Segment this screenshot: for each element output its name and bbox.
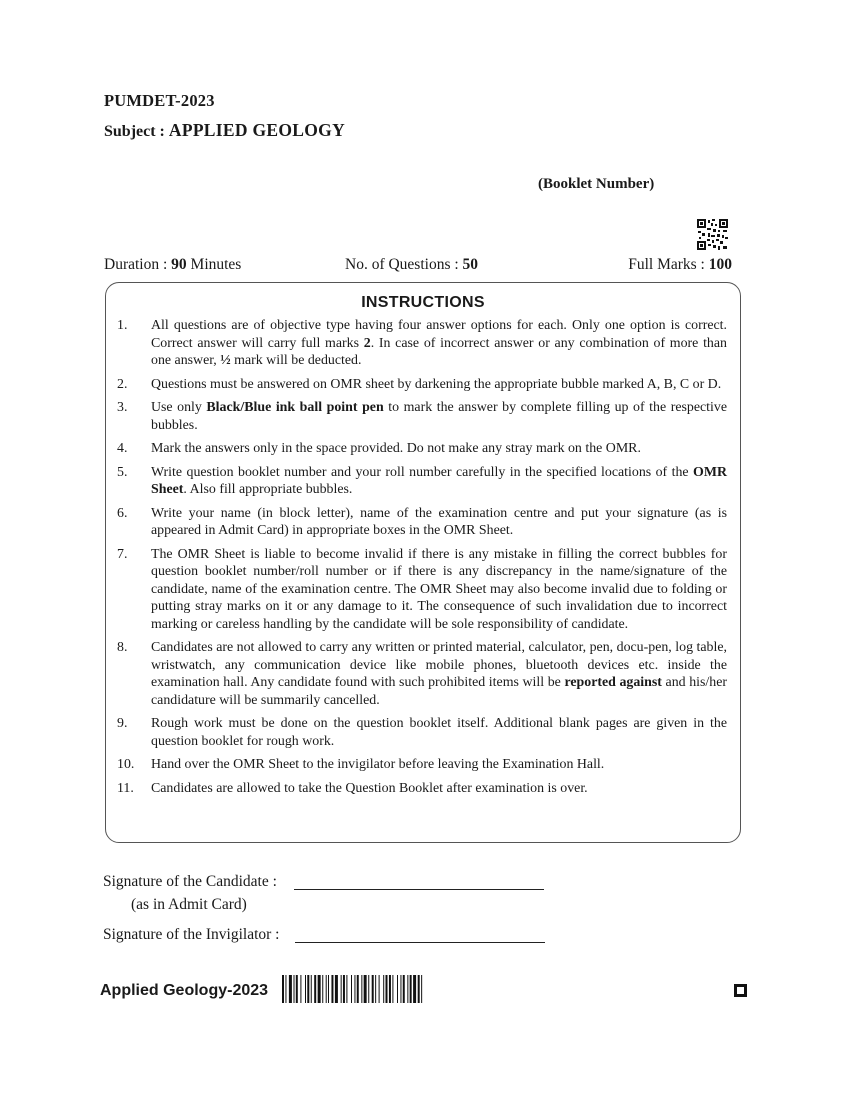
barcode-bar — [389, 975, 391, 1003]
instruction-number: 4. — [117, 441, 128, 456]
questions-label: No. of Questions : — [345, 256, 459, 273]
barcode-icon — [282, 975, 516, 1003]
instruction-text: Hand over the OMR Sheet to the invigilator before leaving the Examination Hall. — [151, 757, 605, 772]
candidate-signature-note: (as in Admit Card) — [131, 896, 247, 913]
instruction-number: 10. — [117, 757, 135, 772]
barcode-bar — [296, 975, 298, 1003]
question-count — [345, 256, 478, 274]
duration-value: 90 — [171, 256, 187, 273]
barcode-bar — [305, 975, 306, 1003]
barcode-bar — [400, 975, 401, 1003]
barcode-bar — [354, 975, 355, 1003]
corner-square-icon — [734, 984, 747, 997]
instruction-text: All questions are of objective type having four answer options for each. Only one option is correct. Correct answer will carry full marks 2. In case of incorrect answer or any combination of more than one answer, ½ mark will be deducted. — [151, 318, 727, 368]
instruction-text: Write question booklet number and your roll number carefully in the specified locations of the OMR Sheet. Also fill appropriate bubbles. — [151, 464, 727, 497]
barcode-bar — [351, 975, 352, 1003]
instruction-item — [117, 715, 727, 750]
barcode-bar — [361, 975, 362, 1003]
exam-code: PUMDET-2023 — [104, 91, 215, 110]
booklet-number-label: (Booklet Number) — [538, 176, 655, 192]
instruction-item — [117, 505, 727, 540]
instruction-item — [117, 440, 727, 458]
barcode-bar — [418, 975, 420, 1003]
instruction-item — [117, 756, 727, 774]
candidate-signature-label: Signature of the Candidate : — [103, 873, 277, 890]
instructions-list — [117, 317, 727, 803]
qr-code-icon — [697, 219, 728, 250]
instruction-item — [117, 639, 727, 709]
instruction-item — [117, 399, 727, 434]
instruction-item — [117, 317, 727, 370]
subject-value: APPLIED GEOLOGY — [168, 120, 346, 140]
barcode-bar — [379, 975, 380, 1003]
instruction-item — [117, 376, 727, 394]
barcode-bar — [407, 975, 408, 1003]
instruction-text: The OMR Sheet is liable to become invalid if there is any mistake in filling the correct bubbles for question booklet number/roll number or if there is any discrepancy in the name/signature of the candidate, name of the examination centre. The OMR Sheet may also become invalid due to folding or putting stray marks on it or any damage to it. The consequence of such invalidation due to incorrect marking or careless handling by the candidate will be sole responsibility of candidate. — [151, 546, 727, 632]
barcode-bar — [311, 975, 312, 1003]
instruction-text: Use only Black/Blue ink ball point pen to mark the answer by complete filling up of the respective bubbles. — [151, 400, 728, 433]
barcode-bar — [375, 975, 376, 1003]
instruction-number: 6. — [117, 505, 128, 521]
marks-label: Full Marks : — [628, 256, 705, 273]
instruction-number: 7. — [117, 546, 128, 562]
barcode-bar — [403, 975, 405, 1003]
instruction-text: Candidates are allowed to take the Question Booklet after examination is over. — [151, 780, 588, 796]
barcode-bar — [341, 975, 342, 1003]
instruction-text: Mark the answers only in the space provided. Do not make any stray mark on the OMR. — [151, 441, 641, 456]
barcode-bar — [285, 975, 286, 1003]
barcode-bar — [294, 975, 295, 1003]
duration — [104, 256, 241, 274]
instruction-number: 2. — [117, 376, 128, 392]
instruction-text: Candidates are not allowed to carry any written or printed material, calculator, pen, docu-pen, log table, wristwatch, any communication device like mobile phones, bluetooth devices etc. inside the examination hall. Any candidate found with such prohibited items will be reported against and his/her candidature will be summarily cancelled. — [151, 640, 728, 708]
barcode-bar — [331, 975, 333, 1003]
barcode-bar — [368, 975, 369, 1003]
instructions-title — [0, 294, 850, 312]
barcode-bar — [300, 975, 301, 1003]
barcode-bar — [343, 975, 345, 1003]
barcode-bar — [392, 975, 393, 1003]
marks-value: 100 — [708, 256, 732, 273]
barcode-bar — [421, 975, 422, 1003]
barcode-bar — [326, 975, 327, 1003]
barcode-bar — [328, 975, 329, 1003]
barcode-bar — [386, 975, 388, 1003]
invigilator-signature-label: Signature of the Invigilator : — [103, 926, 280, 943]
instruction-item — [117, 464, 727, 499]
questions-value: 50 — [462, 256, 479, 273]
barcode-bar — [318, 975, 321, 1003]
instructions-title-text: INSTRUCTIONS — [361, 294, 485, 311]
barcode-bar — [289, 975, 292, 1003]
barcode-bar — [357, 975, 359, 1003]
instruction-item — [117, 546, 727, 634]
full-marks — [628, 256, 732, 274]
barcode-bar — [282, 975, 284, 1003]
barcode-bar — [372, 975, 374, 1003]
footer-title: Applied Geology-2023 — [100, 982, 269, 999]
instruction-text: Questions must be answered on OMR sheet by darkening the appropriate bubble marked A, B, C or D. — [151, 376, 722, 392]
invigilator-signature-line — [295, 942, 545, 943]
barcode-bar — [413, 975, 416, 1003]
instruction-text: Write your name (in block letter), name of the examination centre and put your signature (as is appeared in Admit Card) in appropriate boxes in the OMR Sheet. — [151, 505, 727, 538]
instruction-item — [117, 780, 727, 798]
instruction-number: 8. — [117, 640, 128, 655]
instruction-number: 11. — [117, 780, 134, 796]
duration-unit: Minutes — [190, 256, 242, 273]
instruction-text: Rough work must be done on the question booklet itself. Additional blank pages are given in the question booklet for rough work. — [151, 716, 727, 749]
barcode-bar — [397, 975, 398, 1003]
barcode-bar — [314, 975, 316, 1003]
subject-line — [104, 120, 345, 141]
duration-label: Duration : — [104, 256, 168, 273]
barcode-bar — [307, 975, 309, 1003]
candidate-signature-line — [294, 889, 544, 890]
barcode-bar — [346, 975, 347, 1003]
barcode-bar — [335, 975, 338, 1003]
barcode-bar — [364, 975, 367, 1003]
instruction-number: 9. — [117, 716, 128, 731]
barcode-bar — [322, 975, 323, 1003]
barcode-bar — [383, 975, 384, 1003]
barcode-bar — [410, 975, 412, 1003]
instruction-number: 1. — [117, 318, 128, 333]
instruction-number: 5. — [117, 464, 128, 480]
subject-label: Subject : — [104, 123, 165, 140]
instruction-number: 3. — [117, 400, 128, 415]
